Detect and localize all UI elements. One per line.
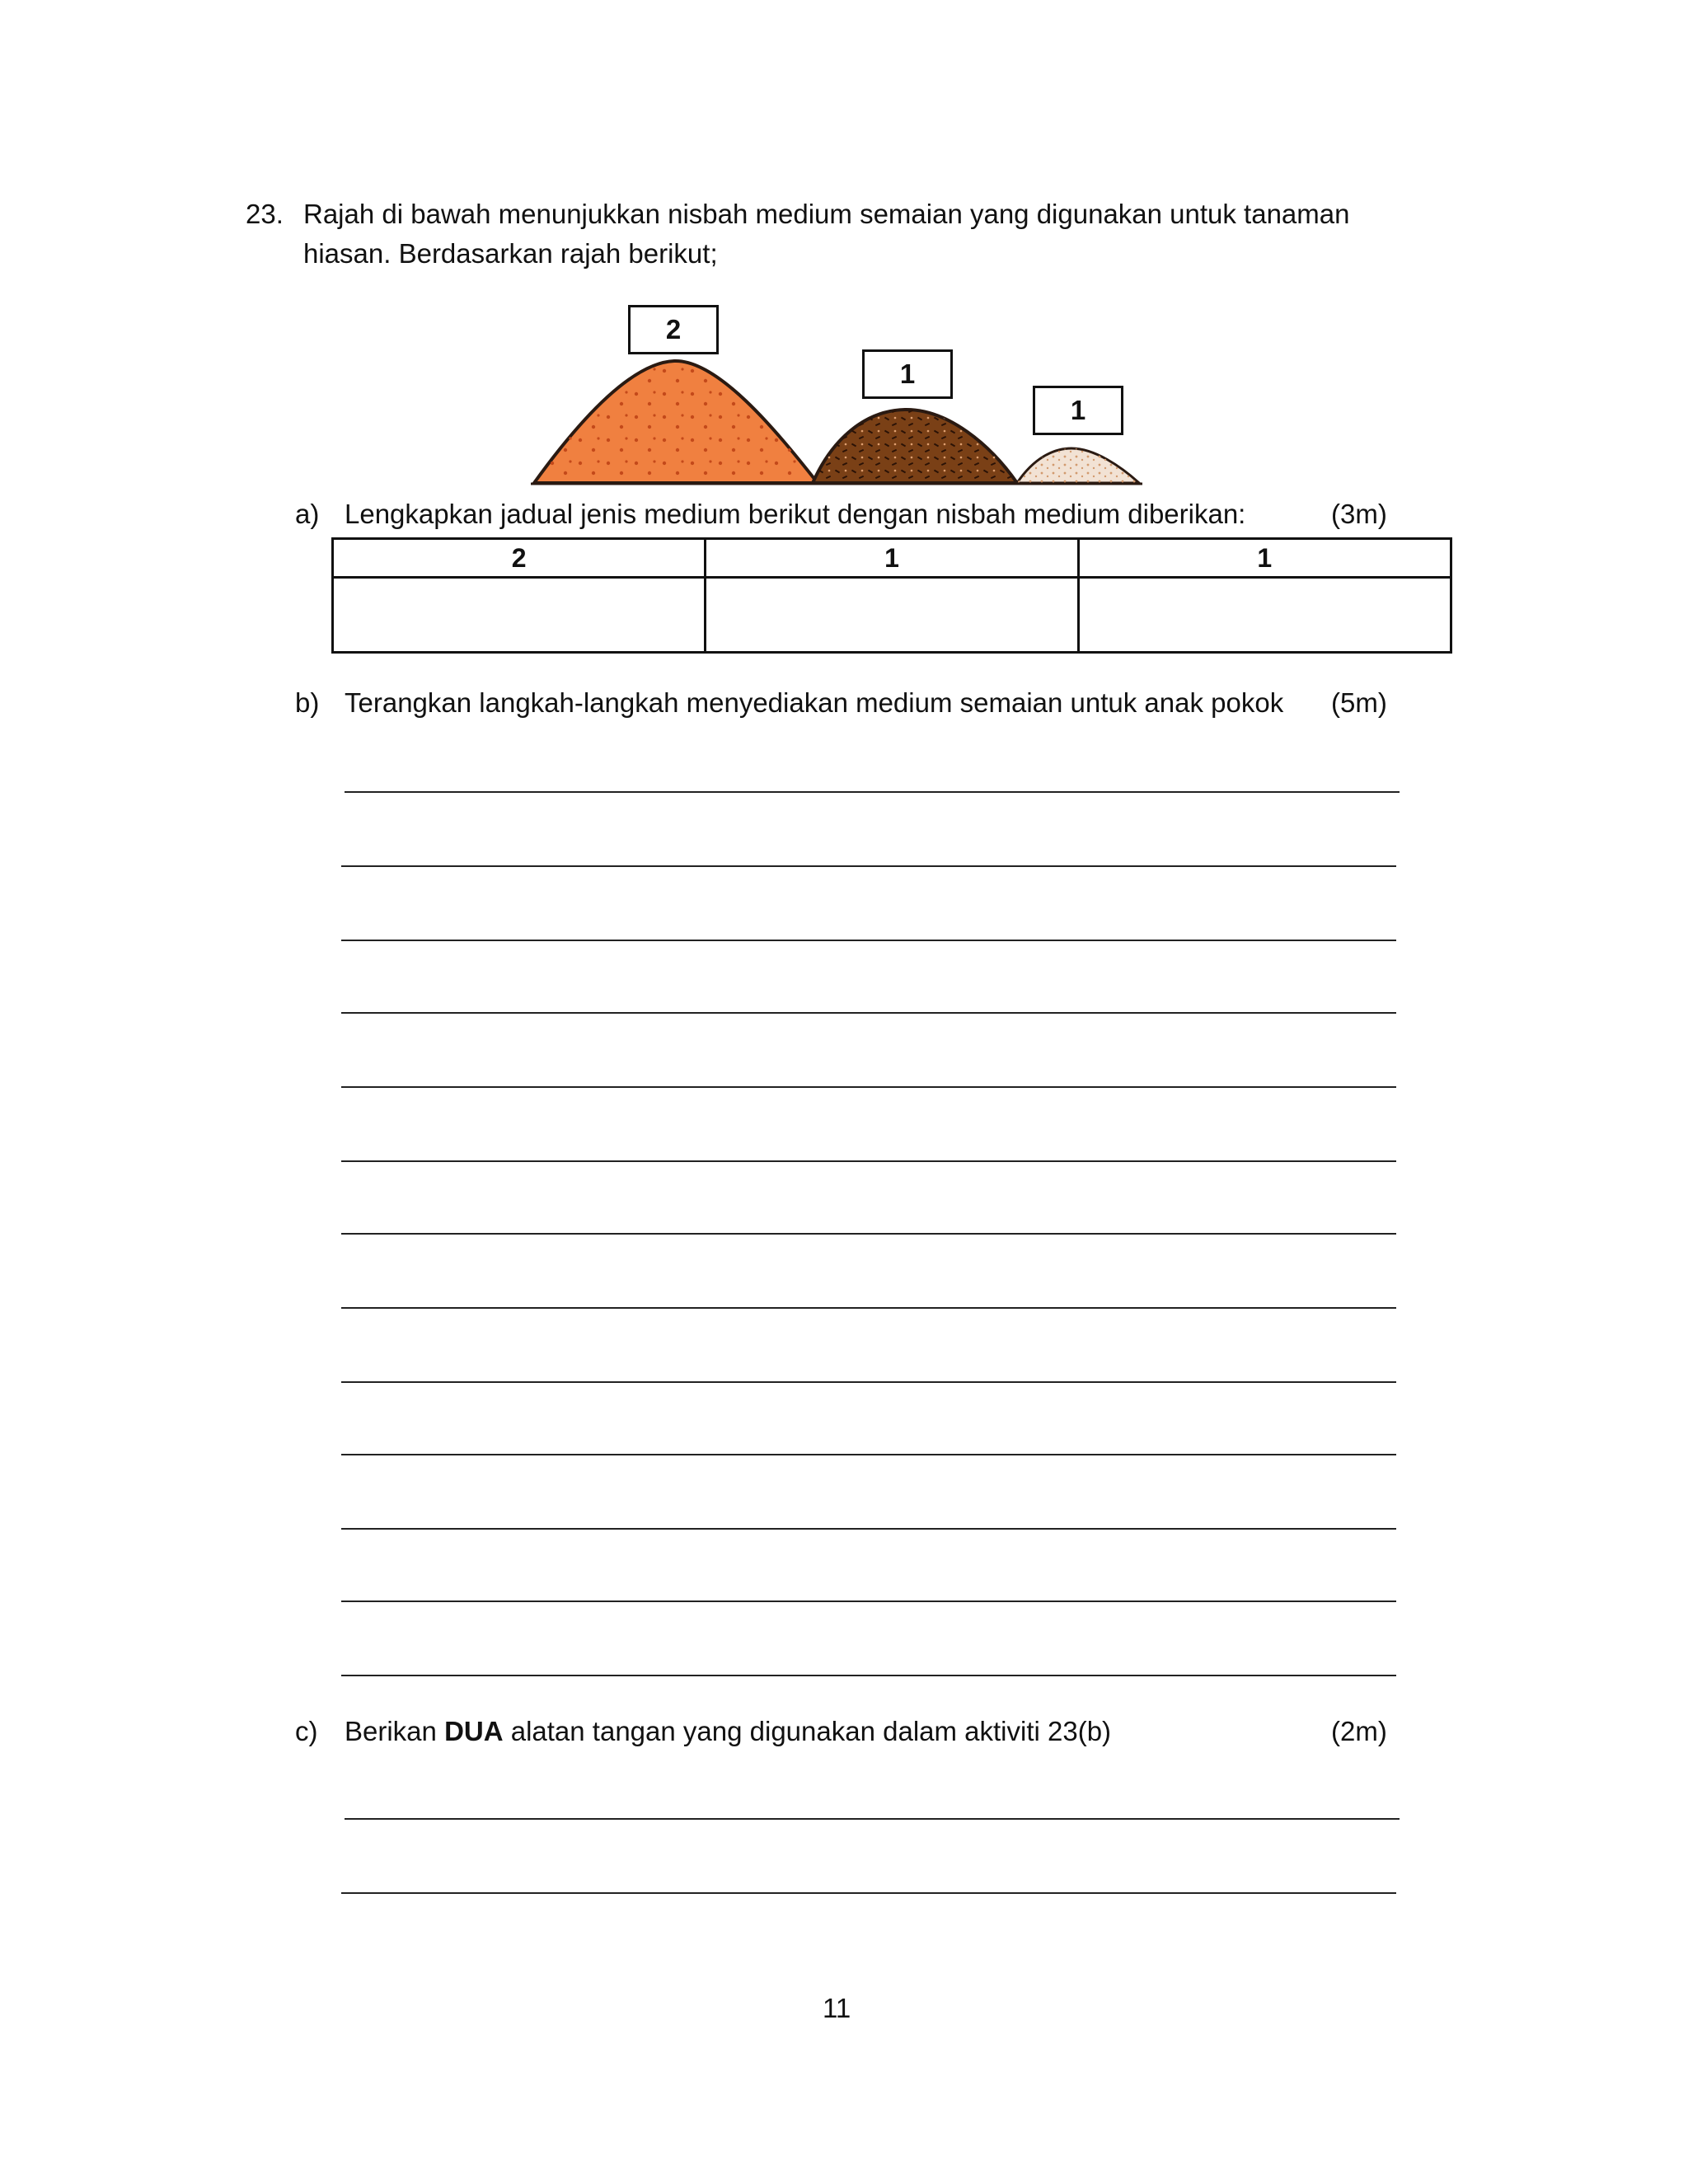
answer-line[interactable] [341, 1012, 1396, 1014]
answer-line[interactable] [341, 1528, 1396, 1530]
ratio-table-header-1: 2 [333, 539, 706, 578]
answer-line[interactable] [341, 1307, 1396, 1309]
pile-1 [534, 361, 818, 483]
part-b-label: b) [295, 687, 320, 718]
ratio-table-header-2: 1 [706, 539, 1078, 578]
question-number: 23. [246, 199, 284, 229]
answer-line[interactable] [341, 940, 1396, 941]
pile-2 [813, 410, 1017, 483]
part-a-text: Lengkapkan jadual jenis medium berikut dengan nisbah medium diberikan: [345, 499, 1246, 529]
ratio-table-header-row [333, 539, 1451, 578]
answer-line[interactable] [341, 1233, 1396, 1235]
ratio-table-answer-2[interactable] [706, 578, 1078, 653]
question-intro-line-2: hiasan. Berdasarkan rajah berikut; [303, 238, 718, 269]
part-b-marks: (5m) [1331, 687, 1387, 718]
ratio-table-answer-row [333, 578, 1451, 653]
pile-3 [1017, 448, 1139, 483]
answer-line[interactable] [341, 1160, 1396, 1162]
question-intro-line-1: Rajah di bawah menunjukkan nisbah medium semaian yang digunakan untuk tanaman [303, 199, 1350, 229]
answer-line[interactable] [345, 1818, 1400, 1820]
answer-line[interactable] [341, 1892, 1396, 1894]
part-b-text: Terangkan langkah-langkah menyediakan medium semaian untuk anak pokok [345, 687, 1284, 718]
ratio-box-3: 1 [1033, 386, 1123, 435]
ratio-box-1: 2 [628, 305, 719, 354]
answer-line[interactable] [341, 1601, 1396, 1602]
ratio-table [331, 537, 1452, 654]
ratio-box-2: 1 [862, 349, 953, 399]
answer-line[interactable] [341, 1675, 1396, 1676]
part-c-text-bold: DUA [444, 1716, 504, 1746]
ratio-table-answer-3[interactable] [1078, 578, 1451, 653]
answer-line[interactable] [341, 1086, 1396, 1088]
part-c-text-after: alatan tangan yang digunakan dalam aktiviti 23(b) [503, 1716, 1112, 1746]
part-c-label: c) [295, 1716, 318, 1746]
part-a-marks: (3m) [1331, 499, 1387, 529]
part-c-text-before: Berikan [345, 1716, 445, 1746]
answer-line[interactable] [341, 1454, 1396, 1455]
answer-line[interactable] [345, 791, 1400, 793]
part-a-label: a) [295, 499, 320, 529]
ratio-table-header-3: 1 [1078, 539, 1451, 578]
answer-line[interactable] [341, 1381, 1396, 1383]
page-number: 11 [823, 1993, 851, 2023]
answer-line[interactable] [341, 865, 1396, 867]
ratio-table-answer-1[interactable] [333, 578, 706, 653]
part-c-text [345, 1716, 1111, 1747]
part-c-marks: (2m) [1331, 1716, 1387, 1746]
